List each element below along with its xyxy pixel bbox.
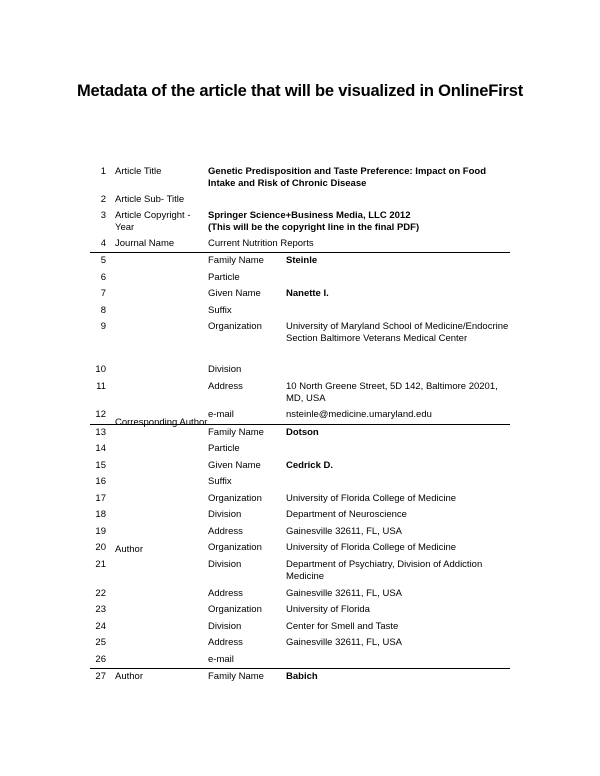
group-label-author-2: Author: [115, 671, 143, 682]
table-row: [90, 286, 510, 303]
row-number: 26: [95, 653, 106, 665]
table-row: [90, 474, 510, 491]
row-number: 9: [100, 321, 106, 332]
table-row: [90, 319, 510, 362]
row-number: 1: [100, 166, 106, 177]
field-label: Division: [208, 558, 242, 570]
table-row: [90, 407, 510, 425]
table-row: [90, 208, 510, 236]
row-number: 11: [96, 380, 106, 392]
field-value: Department of Psychiatry, Division of Addiction Medicine: [286, 558, 483, 582]
row-number: 7: [100, 288, 106, 299]
metadata-table: [90, 164, 510, 686]
field-value: Gainesville 32611, FL, USA: [286, 587, 402, 599]
row-number: 3: [100, 210, 106, 221]
table-row: [90, 540, 510, 557]
table-row: [90, 602, 510, 619]
group-label-corresponding-author: Corresponding Author: [115, 417, 208, 428]
row-number: 8: [100, 304, 106, 316]
field-label: Particle: [208, 271, 240, 283]
row-number: 25: [95, 637, 106, 648]
field-label: Organization: [208, 542, 262, 553]
row-number: 22: [95, 587, 106, 599]
field-label: Given Name: [208, 288, 261, 299]
row-number: 4: [100, 238, 106, 249]
table-row: [90, 652, 510, 670]
article-title-value: Genetic Predisposition and Taste Preference: Impact on Food Intake and Risk of Chronic Disease: [208, 166, 487, 189]
field-value: Steinle: [286, 255, 318, 266]
table-row: [90, 507, 510, 524]
author-block-2: [90, 669, 510, 686]
row-label: Article Sub- Title: [115, 194, 185, 205]
field-value: Department of Neuroscience: [286, 509, 407, 520]
table-row: [90, 379, 510, 408]
row-number: 12: [95, 409, 106, 420]
field-label: Organization: [208, 604, 262, 615]
table-row: [90, 253, 510, 270]
email-value: nsteinle@medicine.umaryland.edu: [286, 409, 432, 420]
row-number: 10: [95, 364, 106, 375]
row-number: 21: [95, 558, 106, 570]
field-label: Division: [208, 620, 242, 632]
field-label: Organization: [208, 492, 262, 504]
field-label: Given Name: [208, 459, 261, 471]
table-row: [90, 669, 510, 686]
row-number: 23: [95, 604, 106, 615]
row-number: 5: [100, 255, 106, 266]
field-label: e-mail: [208, 409, 234, 420]
field-value: 10 North Greene Street, 5D 142, Baltimore 20201, MD, USA: [286, 380, 498, 404]
table-row: [90, 635, 510, 652]
field-label: Family Name: [208, 255, 264, 266]
field-value: University of Florida College of Medicine: [286, 542, 457, 553]
table-row: [90, 303, 510, 320]
row-number: 15: [95, 459, 106, 471]
row-label: Journal Name: [115, 238, 175, 249]
row-number: 6: [100, 271, 106, 283]
author-block: [90, 425, 510, 670]
field-label: Address: [208, 587, 243, 599]
field-label: Family Name: [208, 671, 264, 682]
row-number: 27: [95, 671, 106, 682]
field-label: Address: [208, 525, 243, 537]
table-row: [90, 524, 510, 541]
field-value: Nanette I.: [286, 288, 329, 299]
table-row: [90, 619, 510, 636]
table-row: [90, 192, 510, 208]
row-number: 14: [95, 443, 106, 454]
field-label: Particle: [208, 443, 240, 454]
field-value: Gainesville 32611, FL, USA: [286, 637, 402, 648]
row-number: 18: [95, 509, 106, 520]
table-row: [90, 362, 510, 379]
row-number: 2: [100, 194, 106, 205]
copyright-value: Springer Science+Business Media, LLC 2012 (This will be the copyright line in the final PDF): [208, 210, 420, 233]
field-value: Gainesville 32611, FL, USA: [286, 525, 402, 537]
row-number: 20: [95, 542, 106, 553]
field-label: Organization: [208, 321, 262, 332]
field-value: Dotson: [286, 426, 319, 438]
row-label: Article Title: [115, 166, 162, 177]
field-label: Address: [208, 380, 243, 392]
table-row: [90, 236, 510, 253]
field-label: Division: [208, 364, 242, 375]
field-label: Address: [208, 637, 243, 648]
field-value: Center for Smell and Taste: [286, 620, 399, 632]
table-row: [90, 458, 510, 475]
table-row: [90, 586, 510, 603]
table-row: [90, 270, 510, 287]
group-label-author: Author: [115, 543, 143, 555]
corresponding-author-block: [90, 253, 510, 428]
field-value: University of Florida College of Medicine: [286, 492, 457, 504]
page-title: Metadata of the article that will be visualized in OnlineFirst: [77, 82, 524, 100]
field-label: Suffix: [208, 476, 232, 487]
field-label: Family Name: [208, 426, 264, 438]
row-number: 17: [95, 492, 106, 504]
row-number: 13: [95, 426, 106, 438]
table-row: [90, 557, 510, 586]
field-label: Division: [208, 509, 242, 520]
row-number: 16: [95, 476, 106, 487]
row-label: Article Copyright - Year: [115, 210, 191, 233]
field-label: e-mail: [208, 653, 234, 665]
table-row: [90, 425, 510, 442]
table-row: [90, 441, 510, 458]
field-label: Suffix: [208, 304, 232, 316]
field-value: Babich: [286, 671, 318, 682]
field-value: University of Florida: [286, 604, 370, 615]
journal-name-value: Current Nutrition Reports: [208, 238, 314, 249]
table-row: [90, 491, 510, 508]
table-row: [90, 164, 510, 192]
field-value: Cedrick D.: [286, 459, 333, 471]
field-value: University of Maryland School of Medicine/Endocrine Section Baltimore Veterans Medical Center: [286, 321, 509, 344]
row-number: 19: [95, 525, 106, 537]
row-number: 24: [95, 620, 106, 632]
